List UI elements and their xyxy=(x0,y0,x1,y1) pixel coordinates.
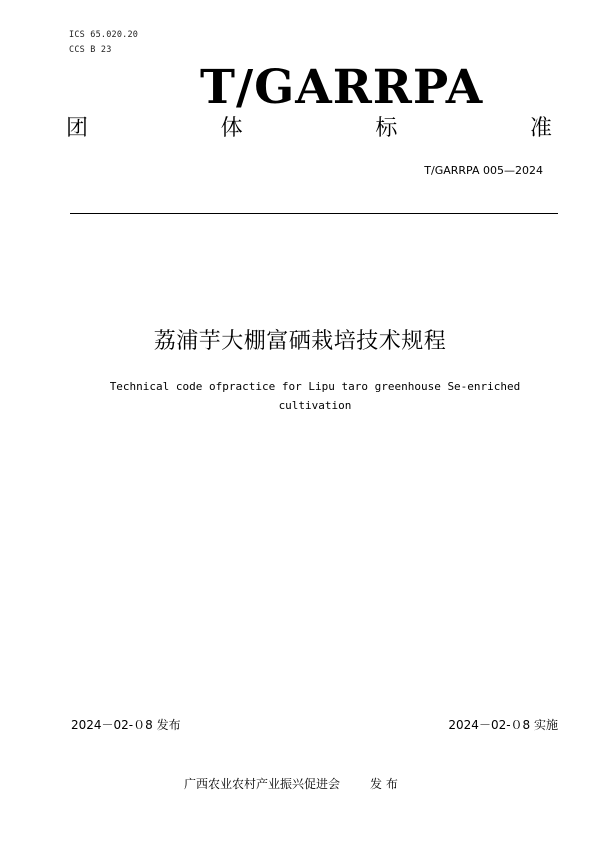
organization-code-heading: T/GARRPA xyxy=(200,60,484,115)
issuer-name: 广西农业农村产业振兴促进会 xyxy=(184,777,341,791)
standard-type-char: 准 xyxy=(529,116,552,141)
english-title: Technical code ofpractice for Lipu taro greenhouse Se-enriched cultivation xyxy=(109,380,521,412)
header-divider xyxy=(70,213,558,214)
standard-type-char: 标 xyxy=(375,116,398,141)
standard-number: T/GARRPA 005—2024 xyxy=(424,164,543,177)
standard-type-char: 团 xyxy=(66,116,89,141)
issuer-action: 发 布 xyxy=(370,777,398,791)
ccs-code: CCS B 23 xyxy=(69,45,112,55)
chinese-title: 荔浦芋大棚富硒栽培技术规程 xyxy=(153,329,447,354)
issuer-line xyxy=(184,775,398,793)
publish-date: 2024－02-０8 发布 xyxy=(71,718,181,732)
standard-type-char: 体 xyxy=(220,116,243,141)
standard-type-heading xyxy=(66,114,552,144)
ics-code: ICS 65.020.20 xyxy=(69,30,139,40)
implementation-date: 2024－02-０8 实施 xyxy=(448,718,558,732)
